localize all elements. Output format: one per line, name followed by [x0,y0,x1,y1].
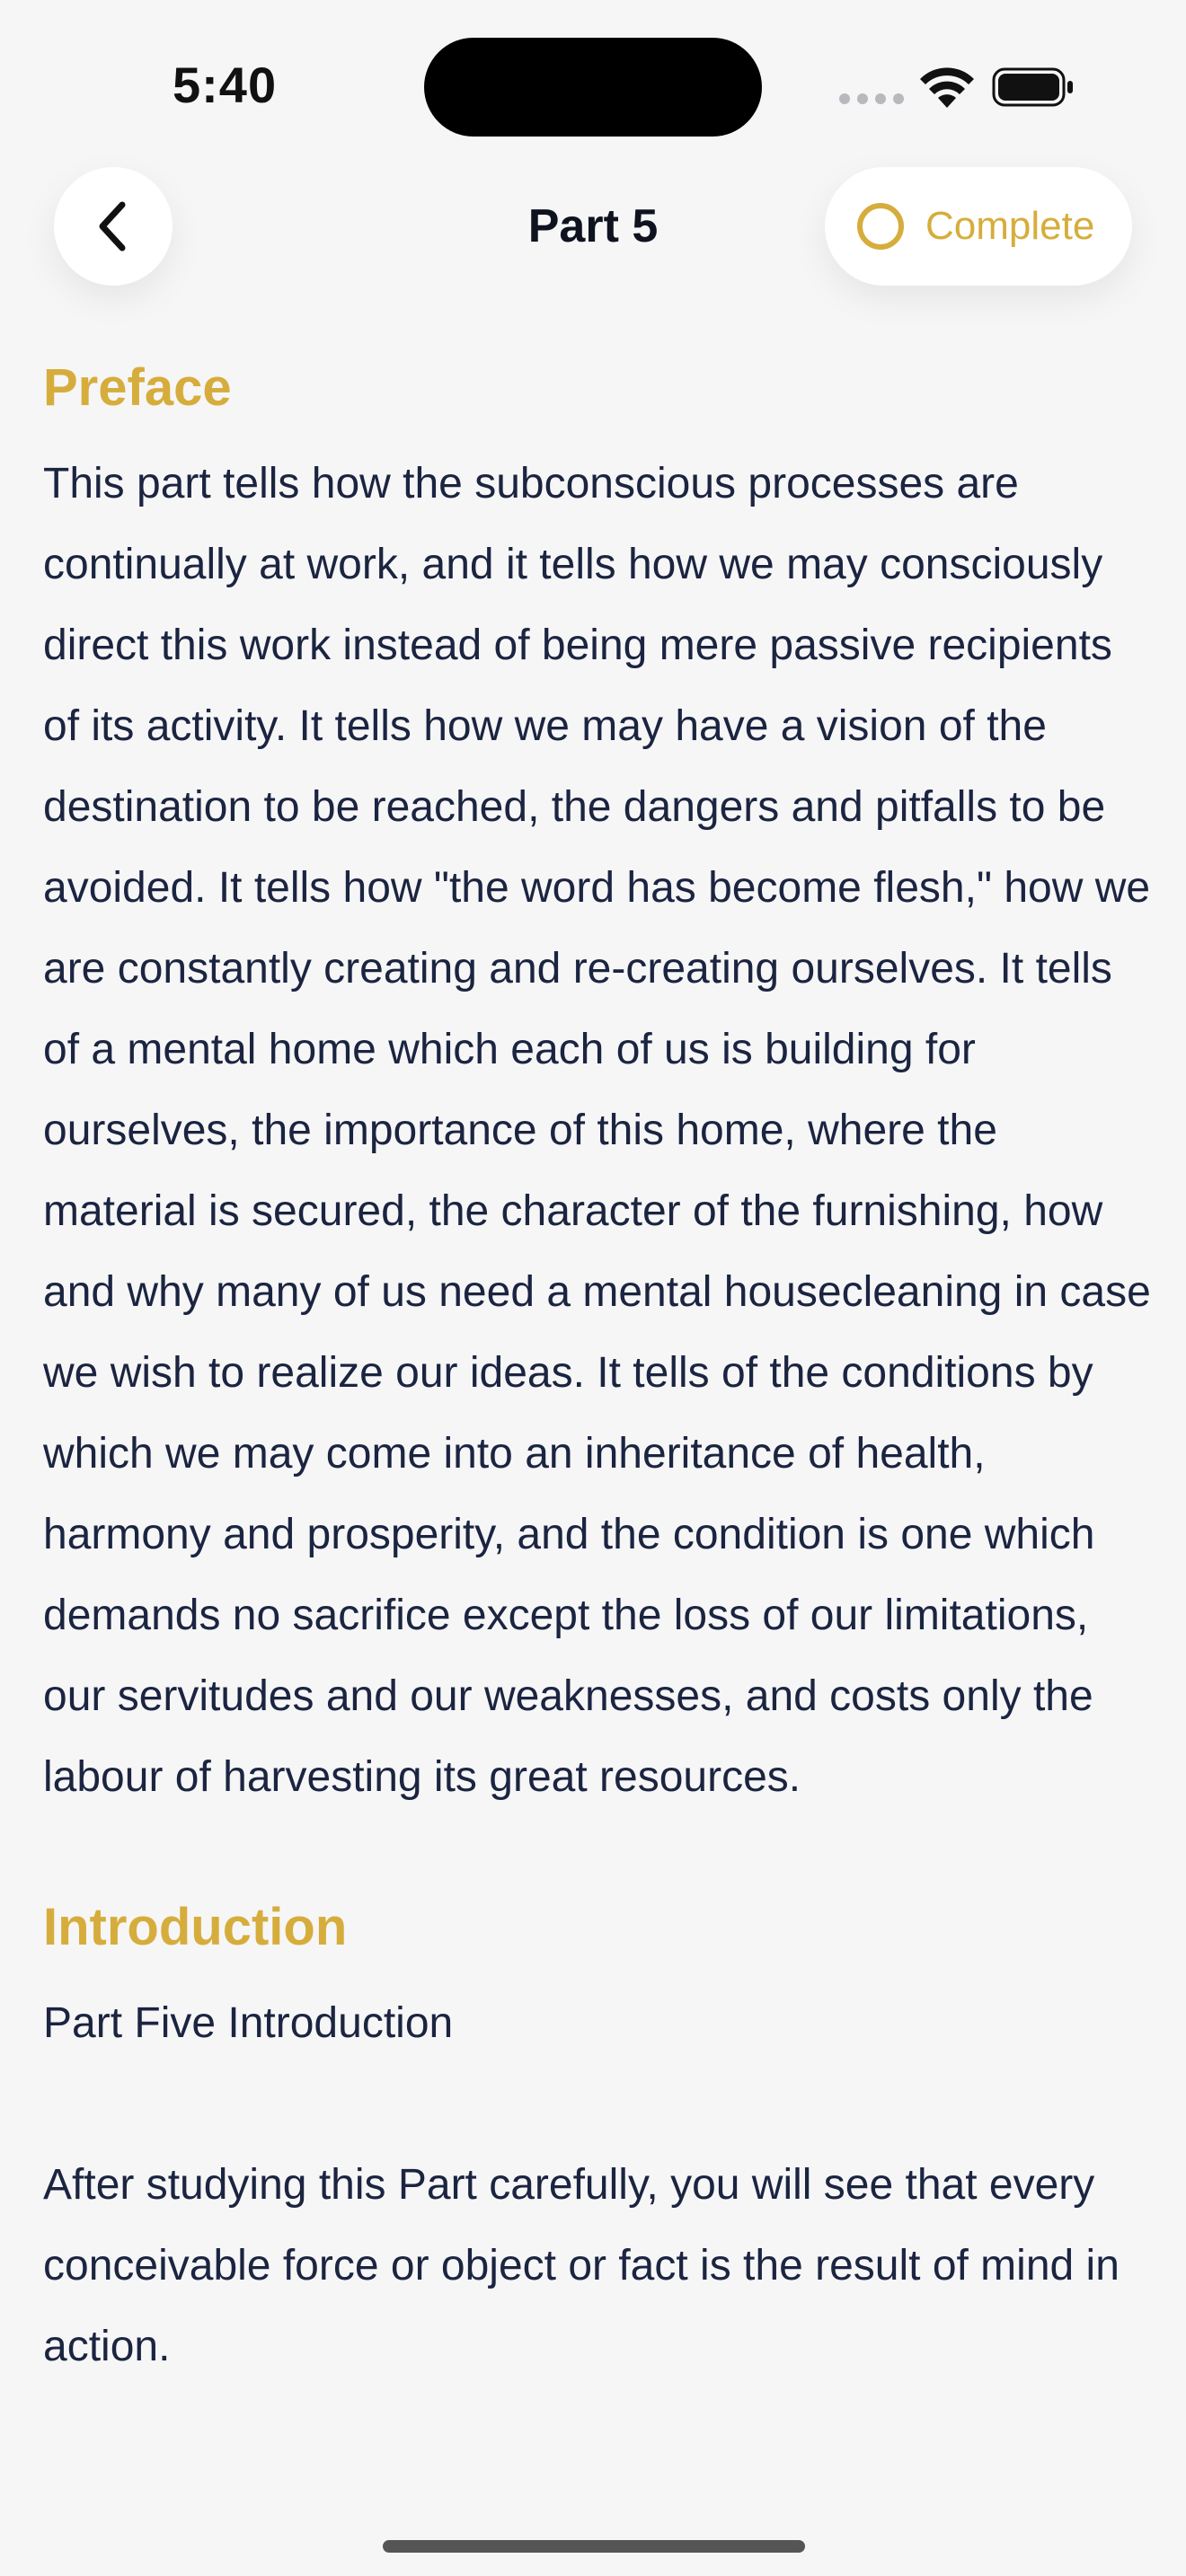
back-button[interactable] [54,167,173,286]
status-bar [0,0,1186,162]
empty-circle-icon [857,203,904,250]
dynamic-island [424,38,762,137]
status-time: 5:40 [173,57,278,113]
introduction-title: Part Five Introduction [43,1999,454,2047]
introduction-body: After studying this Part carefully, you will see that every conceivable force or object or fact is the result of mind in action. [43,2161,1120,2370]
preface-heading: Preface [43,358,232,417]
wifi-icon [918,65,976,110]
battery-icon [992,66,1075,108]
page-title: Part 5 [527,200,659,252]
introduction-heading: Introduction [43,1898,348,1956]
preface-body: This part tells how the subconscious processes are continually at work, and it tells how we may consciously direct this work instead of being mere passive recipients of its activity. It tells how we may have a vision of the destination to be reached, the dangers and pitfalls to be avoided. It tells how "the word has become flesh," how we are constantly creating and re-creating ourselves. It tells of a mental home which each of us is building for ourselves, the importance of this home, where the material is secured, the character of the furnishing, how and why many of us need a mental housecleaning in case we wish to realize our ideas. It tells of the conditions by which we may come into an inheritance of health, harmony and prosperity, and the condition is one which demands no sacrifice except the loss of our limitations, our servitudes and our weaknesses, and costs only the labour of harvesting its great resources. [43,460,1151,1801]
complete-label: Complete [925,204,1095,248]
reading-content [43,352,1154,2387]
complete-button[interactable] [825,167,1132,286]
signal-dots-icon [839,93,904,104]
chevron-left-icon [92,198,135,255]
home-indicator[interactable] [383,2540,805,2553]
